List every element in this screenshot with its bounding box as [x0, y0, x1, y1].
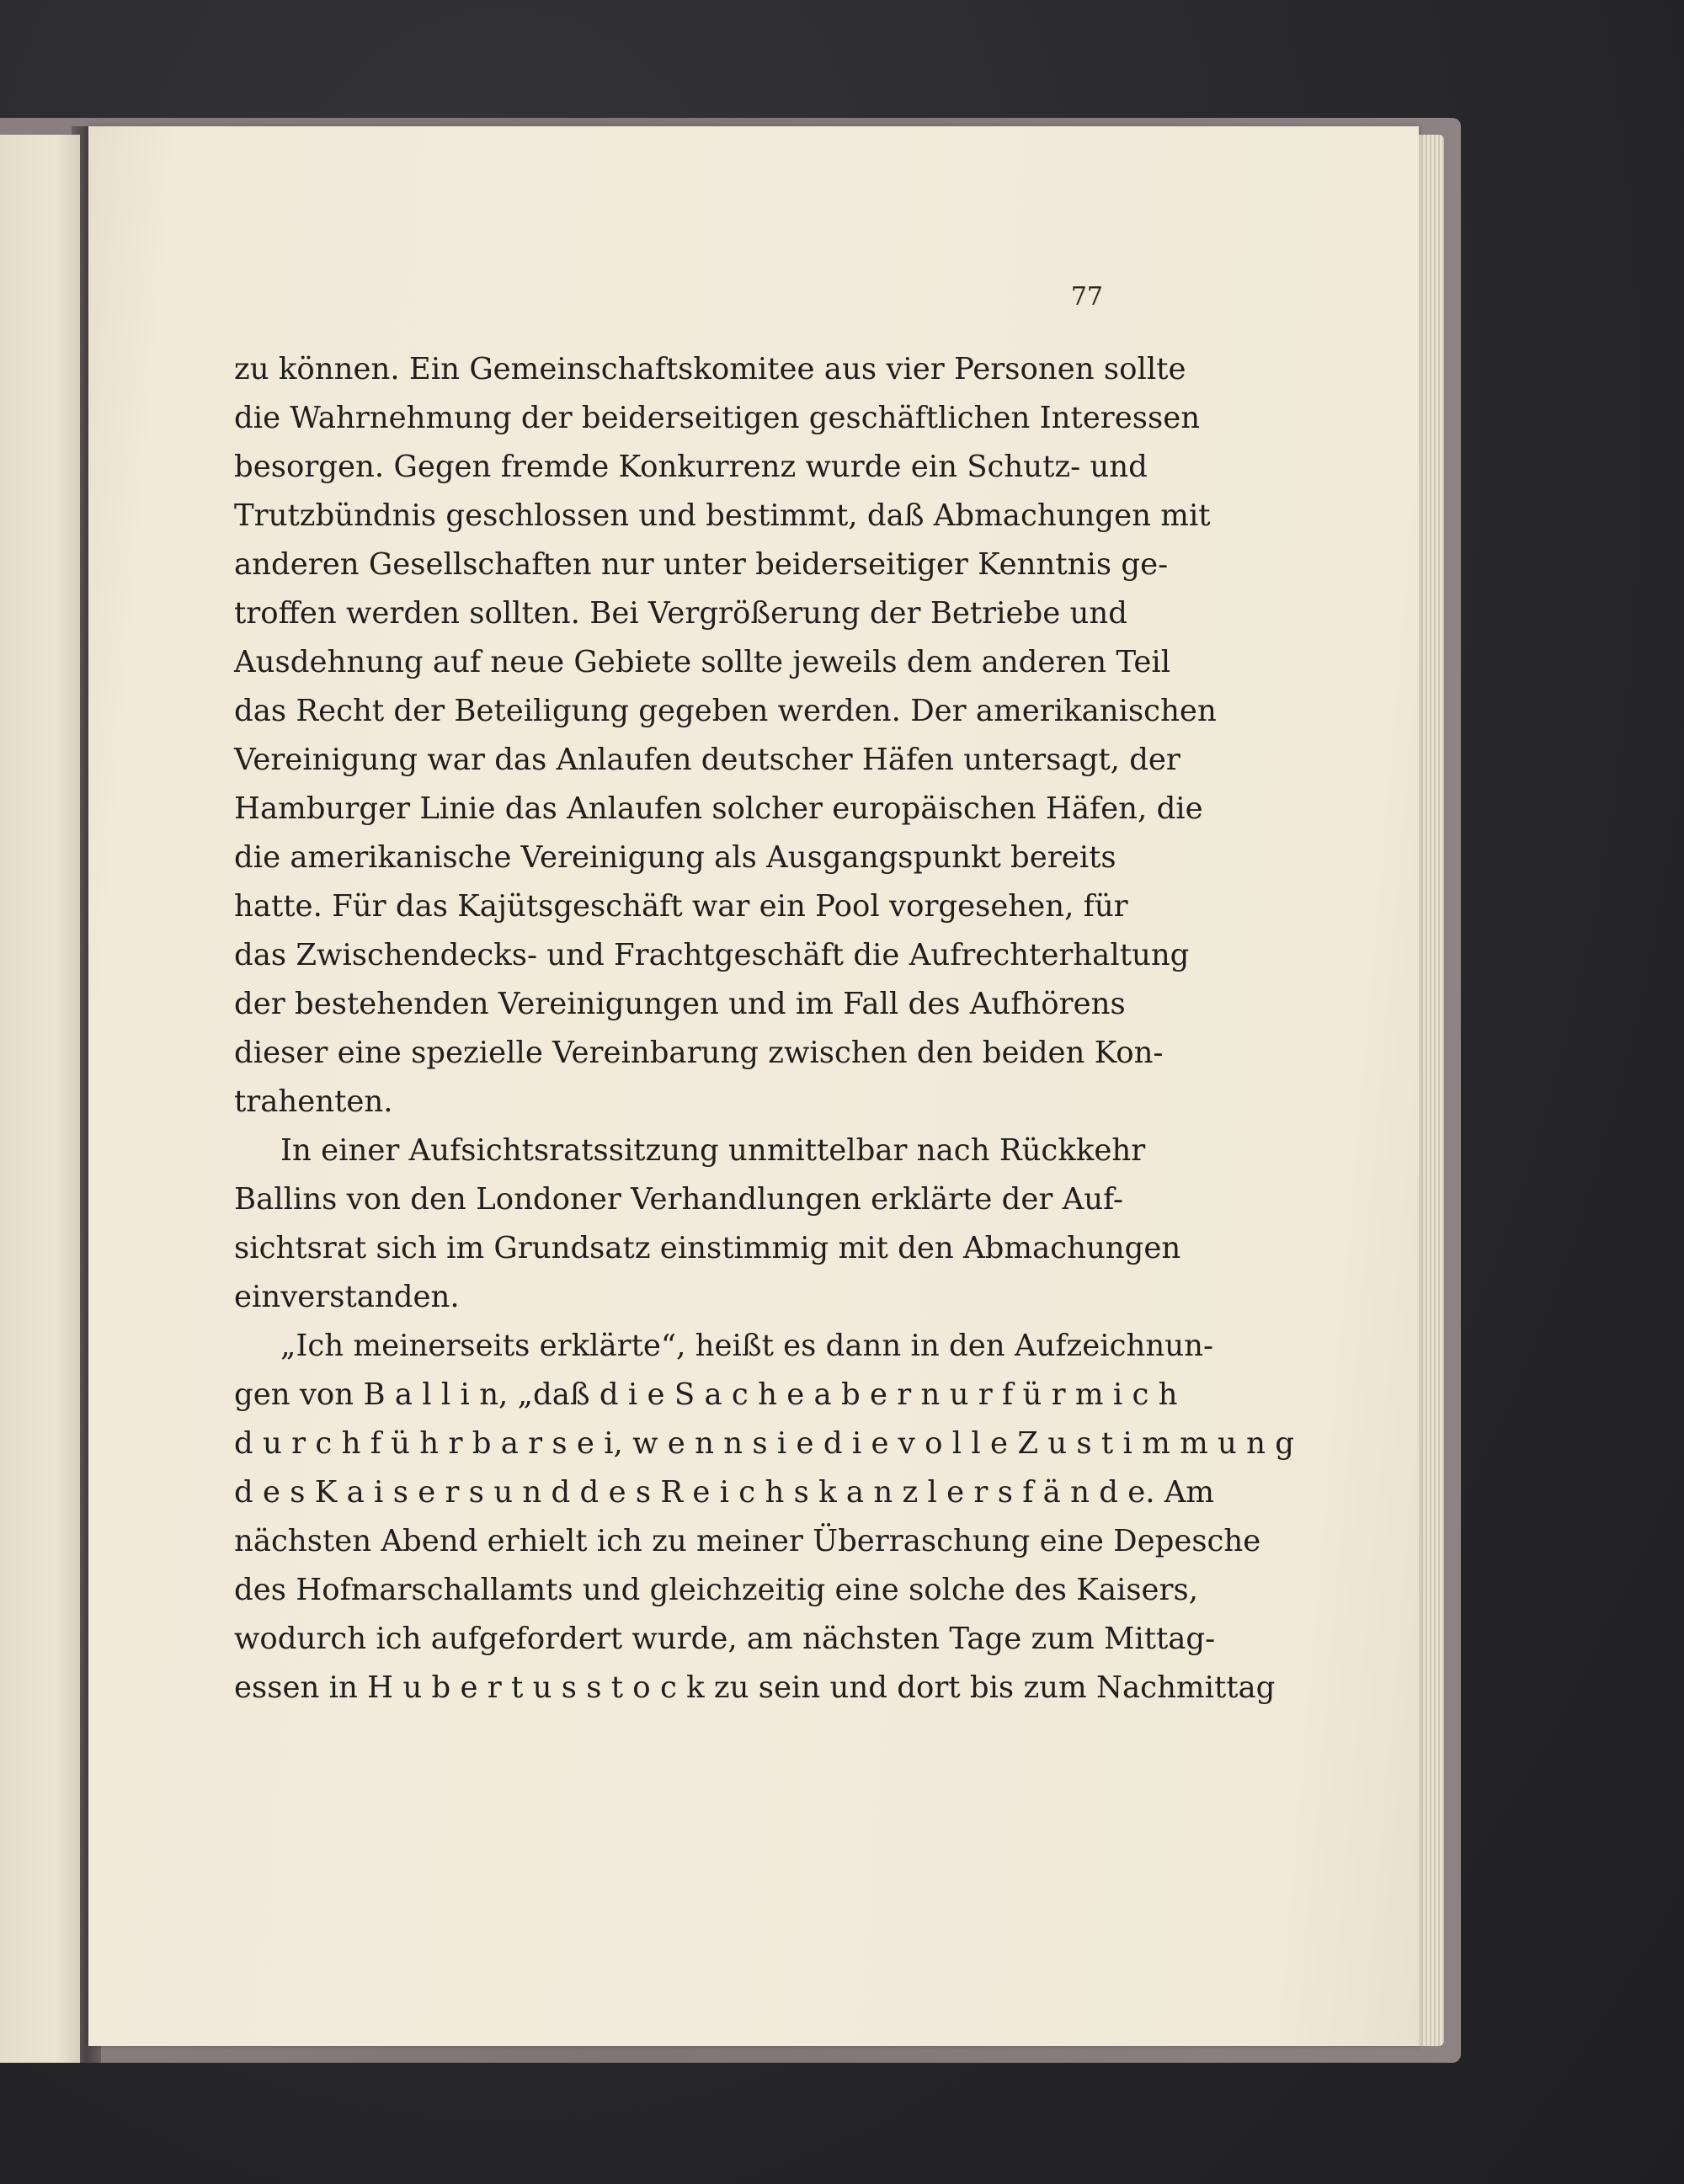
text-line: troffen werden sollten. Bei Vergrößerung der Betriebe und [234, 596, 1127, 631]
text-line: die amerikanische Vereinigung als Ausgangspunkt bereits [234, 840, 1116, 875]
text-line: Vereinigung war das Anlaufen deutscher Häfen untersagt, der [234, 743, 1180, 777]
text-line: essen in H u b e r t u s s t o c k zu sein und dort bis zum Nachmittag [234, 1670, 1276, 1705]
body-text [234, 345, 1295, 1713]
text-line: d e s K a i s e r s u n d d e s R e i c h s k a n z l e r s f ä n d e. Am [234, 1475, 1215, 1510]
text-line: trahenten. [234, 1084, 393, 1119]
text-line: die Wahrnehmung der beiderseitigen geschäftlichen Interessen [234, 401, 1201, 435]
text-line: d u r c h f ü h r b a r s e i, w e n n s i e d i e v o l l e Z u s t i m m u n g [234, 1426, 1295, 1461]
text-line: der bestehenden Vereinigungen und im Fall des Aufhörens [234, 987, 1126, 1021]
text-line: hatte. Für das Kajütsgeschäft war ein Pool vorgesehen, für [234, 889, 1128, 924]
text-line: In einer Aufsichtsratssitzung unmittelbar nach Rückkehr [280, 1133, 1146, 1168]
text-line: Ballins von den Londoner Verhandlungen erklärte der Auf- [234, 1182, 1124, 1217]
text-line: Ausdehnung auf neue Gebiete sollte jeweils dem anderen Teil [234, 645, 1171, 679]
text-line: das Zwischendecks- und Frachtgeschäft die Aufrechterhaltung [234, 938, 1190, 972]
text-line: „Ich meinerseits erklärte“, heißt es dann in den Aufzeichnun- [280, 1329, 1213, 1363]
text-line: Trutzbündnis geschlossen und bestimmt, daß Abmachungen mit [234, 498, 1211, 533]
previous-page-edge [0, 135, 80, 2063]
text-line: Hamburger Linie das Anlaufen solcher europäischen Häfen, die [234, 791, 1203, 826]
text-line: einverstanden. [234, 1280, 460, 1314]
text-line: nächsten Abend erhielt ich zu meiner Überraschung eine Depesche [234, 1524, 1261, 1558]
text-line: anderen Gesellschaften nur unter beiderseitiger Kenntnis ge- [234, 547, 1169, 582]
text-line: sichtsrat sich im Grundsatz einstimmig mit den Abmachungen [234, 1231, 1181, 1265]
text-line: das Recht der Beteiligung gegeben werden. Der amerikanischen [234, 694, 1217, 728]
text-line: besorgen. Gegen fremde Konkurrenz wurde ein Schutz- und [234, 450, 1148, 484]
text-line: wodurch ich aufgefordert wurde, am nächsten Tage zum Mittag- [234, 1622, 1216, 1656]
text-line: gen von B a l l i n, „daß d i e S a c h e a b e r n u r f ü r m i c h [234, 1377, 1178, 1412]
text-line: des Hofmarschallamts und gleichzeitig eine solche des Kaisers, [234, 1573, 1199, 1607]
text-line: zu können. Ein Gemeinschaftskomitee aus vier Personen sollte [234, 352, 1186, 386]
page-number: 77 [1070, 282, 1103, 312]
text-line: dieser eine spezielle Vereinbarung zwischen den beiden Kon- [234, 1036, 1164, 1070]
